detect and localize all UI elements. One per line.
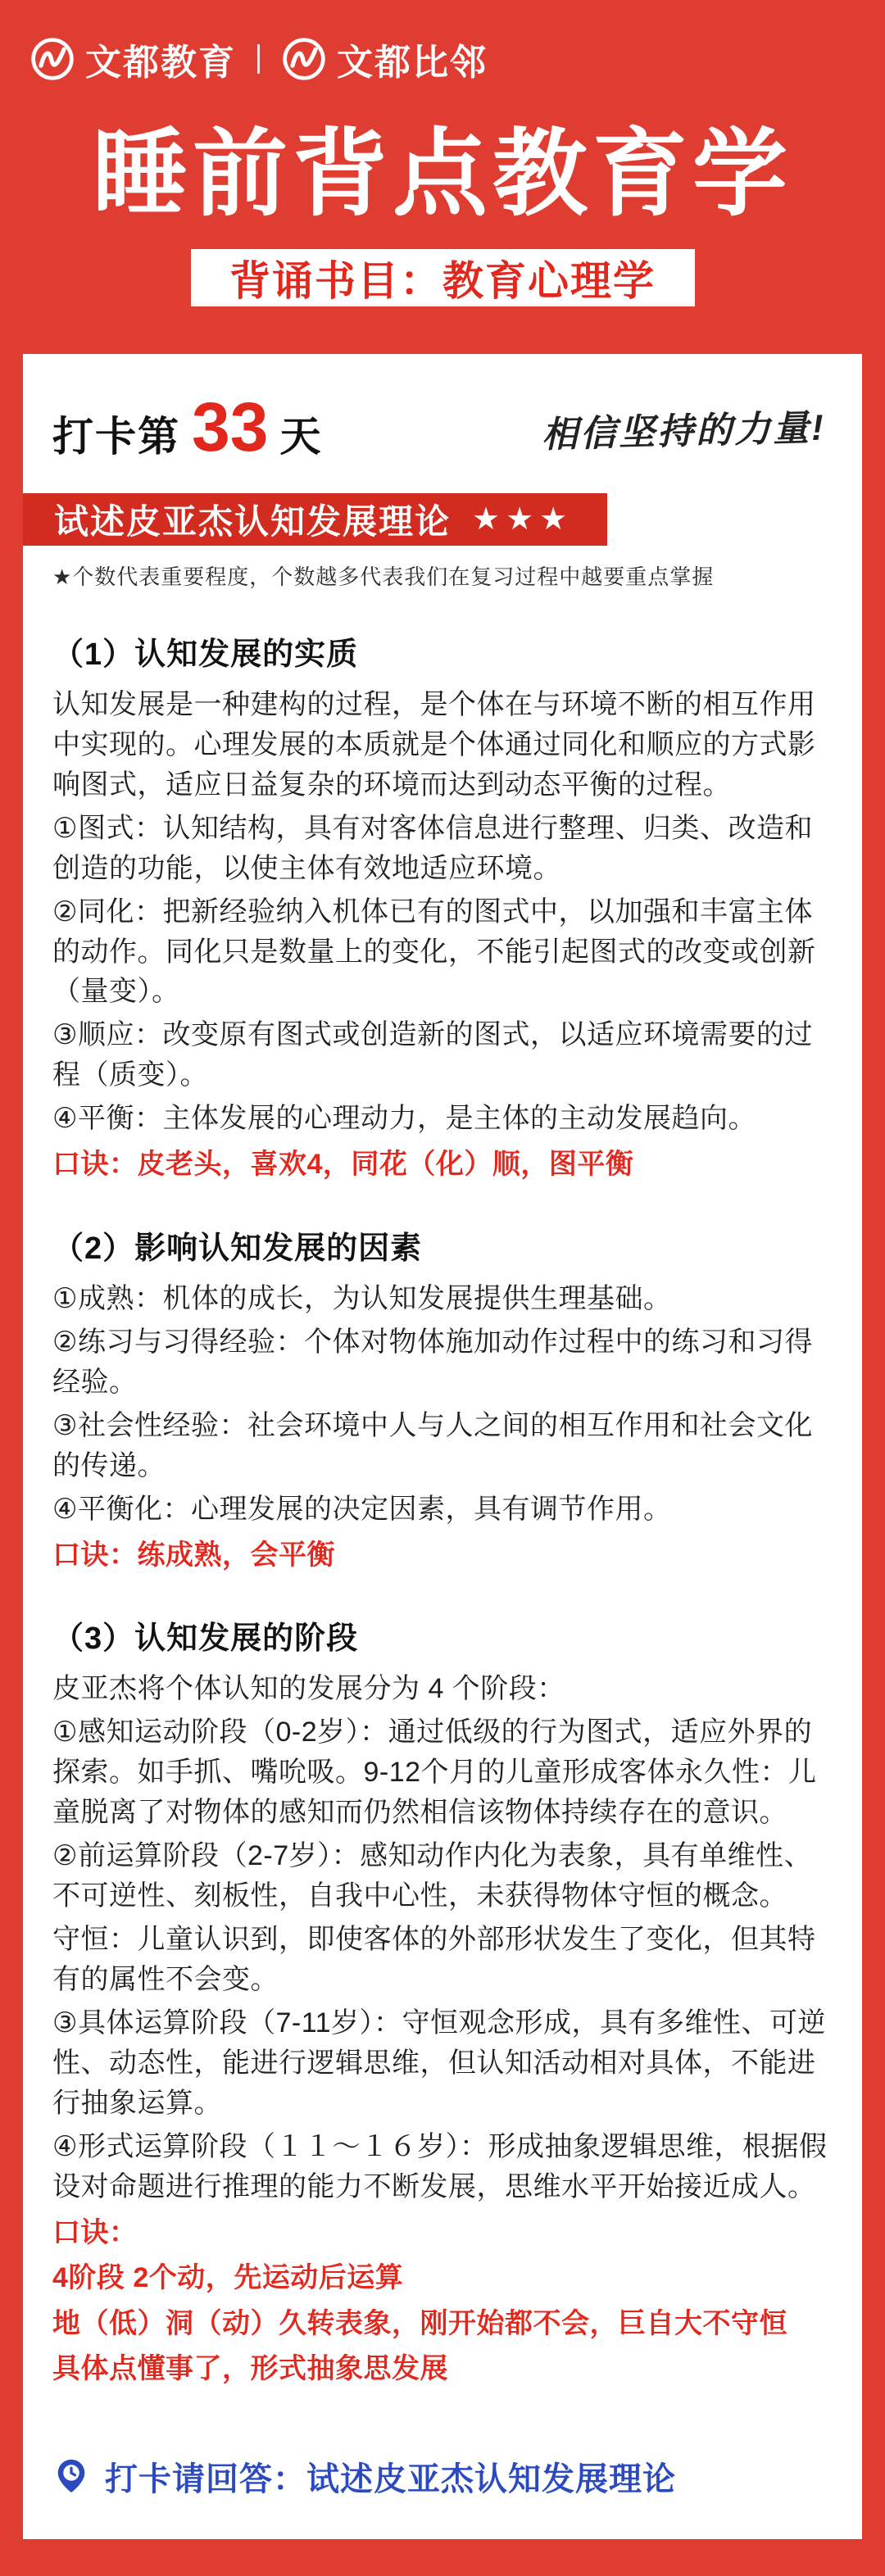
importance-note: ★个数代表重要程度，个数越多代表我们在复习过程中越要重点掌握: [52, 564, 715, 589]
sections-container: [52, 628, 833, 2389]
mnemonic-line: 地（低）洞（动）久转表象，刚开始都不会，巨自大不守恒: [52, 2307, 787, 2339]
checkin-answer-label: 打卡请回答：试述皮亚杰认知发展理论: [105, 2460, 676, 2497]
topic-section: [52, 1222, 833, 1575]
section-heading: （2）影响认知发展的因素: [52, 1231, 423, 1266]
content-paragraph: 守恒：儿童认识到，即使客体的外部形状发生了变化，但其特有的属性不会变。: [52, 1923, 816, 1995]
content-paragraph: ①成熟：机体的成长，为认知发展提供生理基础。: [52, 1282, 672, 1314]
header: [0, 0, 885, 306]
content-card: [23, 354, 862, 2539]
question-title: 试述皮亚杰认知发展理论: [54, 501, 452, 541]
section-heading: （1）认知发展的实质: [52, 637, 359, 672]
mnemonic-line: 4阶段 2个动，先运动后运算: [52, 2262, 404, 2294]
mnemonic-line: 口诀：: [52, 2216, 138, 2248]
subtitle-text: 背诵书目：教育心理学: [229, 257, 656, 304]
content-paragraph: ①图式：认知结构，具有对客体信息进行整理、归类、改造和创造的功能，以使主体有效地适应环境。: [52, 812, 813, 884]
brand-divider: [257, 44, 260, 74]
wendu-logo-icon: [30, 36, 75, 82]
content-paragraph: ③顺应：改变原有图式或创造新的图式，以适应环境需要的过程（质变）。: [52, 1019, 813, 1091]
checkin-prefix: 打卡第: [52, 413, 180, 460]
content-paragraph: 皮亚杰将个体认知的发展分为 4 个阶段：: [52, 1673, 565, 1705]
motivation-slogan: 相信坚持的力量!: [541, 407, 827, 456]
mnemonic-line: 口诀：皮老头，喜欢4，同花（化）顺，图平衡: [52, 1149, 634, 1181]
checkin-suffix: 天: [279, 413, 323, 460]
content-paragraph: ③社会性经验：社会环境中人与人之间的相互作用和社会文化的传递。: [52, 1409, 813, 1481]
brand-name-bilin: 文都比邻: [337, 43, 488, 83]
content-paragraph: ④平衡：主体发展的心理动力，是主体的主动发展趋向。: [52, 1103, 756, 1135]
content-paragraph: ③具体运算阶段（7-11岁）：守恒观念形成，具有多维性、可逆性、动态性，能进行逻辑思维，但认知活动相对具体，不能进行抽象运算。: [52, 2007, 827, 2119]
mnemonic-line: 具体点懂事了，形式抽象思发展: [52, 2353, 448, 2385]
mnemonic-line: 口诀：练成熟，会平衡: [52, 1539, 335, 1571]
content-paragraph: ②同化：把新经验纳入机体已有的图式中，以加强和丰富主体的动作。同化只是数量上的变化，不能引起图式的改变或创新（量变）。: [52, 896, 816, 1008]
location-pin-icon: [52, 2457, 90, 2495]
star-rating: ★★★: [472, 502, 574, 537]
checkin-answer-row: [52, 2453, 833, 2500]
content-paragraph: ②练习与习得经验：个体对物体施加动作过程中的练习和习得经验。: [52, 1326, 813, 1398]
content-paragraph: ④形式运算阶段（１１～１６岁）：形成抽象逻辑思维，根据假设对命题进行推理的能力不断发展，思维水平开始接近成人。: [52, 2130, 828, 2202]
main-title: 睡前背点教育学: [93, 120, 792, 227]
content-paragraph: ④平衡化：心理发展的决定因素，具有调节作用。: [52, 1493, 672, 1525]
wendu-education-logo: [30, 33, 236, 85]
checkin-row: [52, 382, 833, 474]
brand-row: [0, 29, 885, 88]
wendu-bilin-logo: [281, 33, 488, 85]
topic-section: [52, 1612, 833, 2389]
brand-name-education: 文都教育: [85, 43, 236, 83]
checkin-day-number: 33: [192, 388, 269, 465]
content-paragraph: ①感知运动阶段（0-2岁）：通过低级的行为图式，适应外界的探索。如手抓、嘴吮吸。9-12个月的儿童形成客体永久性：儿童脱离了对物体的感知而仍然相信该物体持续存在的意识。: [52, 1717, 817, 1829]
question-banner: [23, 493, 607, 546]
wendu-bilin-logo-icon: [281, 36, 327, 82]
topic-section: [52, 628, 833, 1185]
section-heading: （3）认知发展的阶段: [52, 1621, 359, 1657]
subtitle-badge: [191, 249, 695, 306]
content-paragraph: 认知发展是一种建构的过程，是个体在与环境不断的相互作用中实现的。心理发展的本质就是个体通过同化和顺应的方式影响图式，适应日益复杂的环境而达到动态平衡的过程。: [52, 688, 816, 800]
checkin-count: [52, 388, 323, 465]
content-paragraph: ②前运算阶段（2-7岁）：感知动作内化为表象，具有单维性、不可逆性、刻板性，自我中心性，未获得物体守恒的概念。: [52, 1840, 813, 1912]
